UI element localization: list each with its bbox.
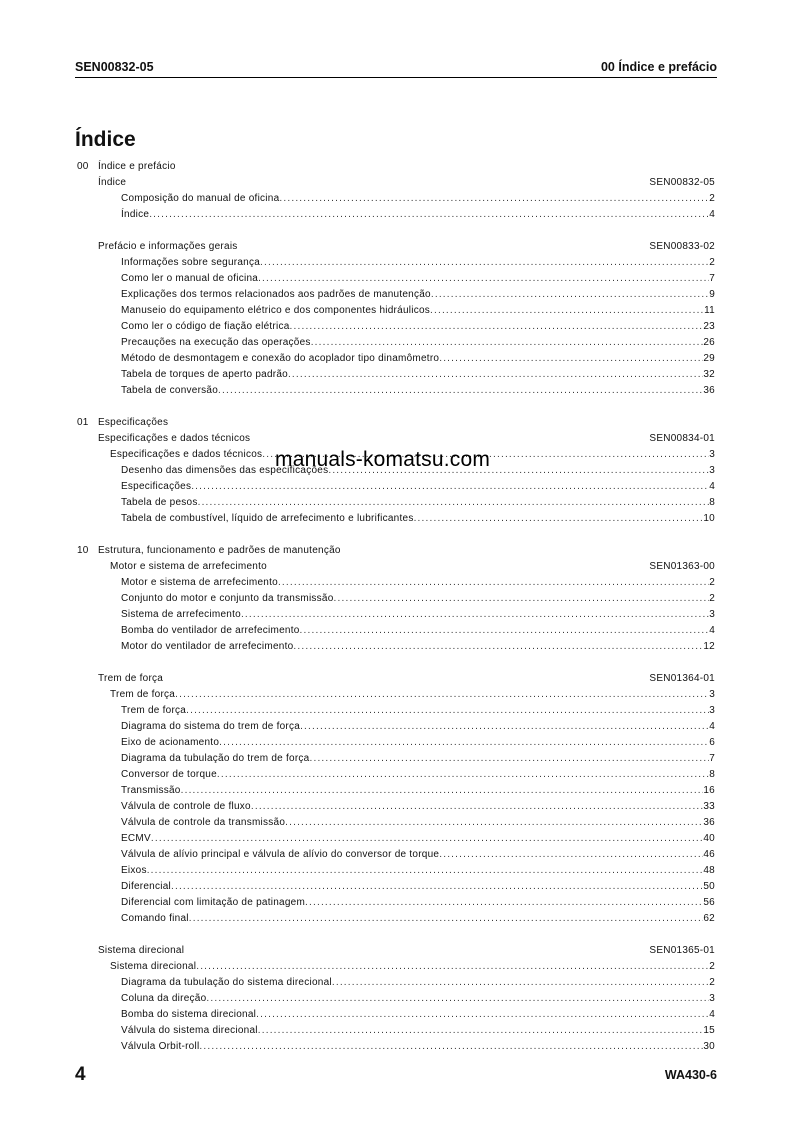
toc-entry xyxy=(0,575,794,591)
dot-leader xyxy=(439,849,703,860)
dot-leader xyxy=(171,881,703,892)
entry-title: Especificações xyxy=(121,481,192,492)
header-section-title: 00 Índice e prefácio xyxy=(600,60,717,74)
toc-entry xyxy=(110,961,715,972)
entry-title: Explicações dos termos relacionados aos padrões de manutenção xyxy=(121,289,431,300)
toc-entry xyxy=(121,1041,715,1052)
entry-page: 4 xyxy=(709,625,715,636)
entry-title: Transmissão xyxy=(121,785,181,796)
dot-leader xyxy=(279,193,709,204)
toc-entry xyxy=(0,975,794,991)
toc-entry xyxy=(121,833,715,844)
entry-title: Informações sobre segurança xyxy=(121,257,261,268)
toc-group xyxy=(0,239,794,255)
toc-entry xyxy=(0,799,794,815)
dot-leader xyxy=(256,1009,709,1020)
section-title: Índice e prefácio xyxy=(98,161,176,172)
entry-page: 3 xyxy=(709,465,715,476)
section-title: Especificações xyxy=(98,417,169,428)
entry-page: 4 xyxy=(709,481,715,492)
entry-title: Válvula de alívio principal e válvula de alívio do conversor de torque xyxy=(121,849,440,860)
entry-title: Diferencial com limitação de patinagem xyxy=(121,897,306,908)
entry-page: 4 xyxy=(709,721,715,732)
toc-entry xyxy=(121,705,715,716)
entry-title: Desenho das dimensões das especificações xyxy=(121,465,329,476)
dot-leader xyxy=(300,625,710,636)
toc-entry xyxy=(121,593,715,604)
entry-title: Método de desmontagem e conexão do acoplador tipo dinamômetro xyxy=(121,353,440,364)
entry-title: Manuseio do equipamento elétrico e dos componentes hidráulicos xyxy=(121,305,431,316)
toc-group xyxy=(0,559,794,575)
toc-entry xyxy=(0,351,794,367)
toc-spacer xyxy=(0,399,794,415)
entry-title: Especificações e dados técnicos xyxy=(110,449,263,460)
toc-entry xyxy=(0,207,794,223)
dot-leader xyxy=(310,753,710,764)
toc-group xyxy=(0,431,794,447)
toc-entry xyxy=(0,719,794,735)
watermark: manuals-komatsu.com xyxy=(275,448,491,471)
toc-entry xyxy=(121,513,715,524)
toc-entry xyxy=(0,607,794,623)
section-title: Estrutura, funcionamento e padrões de manutenção xyxy=(98,545,341,556)
page-number: 4 xyxy=(75,1064,86,1085)
toc-entry xyxy=(121,737,715,748)
entry-page: 4 xyxy=(709,209,715,220)
entry-title: Como ler o código de fiação elétrica xyxy=(121,321,290,332)
group-title: Motor e sistema de arrefecimento xyxy=(110,561,267,572)
entry-title: Tabela de pesos xyxy=(121,497,198,508)
entry-page: 56 xyxy=(703,897,715,908)
toc-entry xyxy=(121,993,715,1004)
toc-entry xyxy=(121,209,715,220)
group-doc-code: SEN00833-02 xyxy=(649,241,715,252)
entry-title: Precauções na execução das operações xyxy=(121,337,311,348)
entry-title: Coluna da direção xyxy=(121,993,207,1004)
group-title: Especificações e dados técnicos xyxy=(98,433,251,444)
group-title: Sistema direcional xyxy=(98,945,185,956)
toc-spacer xyxy=(0,223,794,239)
toc-entry xyxy=(121,865,715,876)
toc-entry xyxy=(0,847,794,863)
toc-entry xyxy=(121,769,715,780)
dot-leader xyxy=(305,897,703,908)
toc-entry xyxy=(121,609,715,620)
toc-entry xyxy=(121,337,715,348)
dot-leader xyxy=(431,289,709,300)
toc-entry xyxy=(121,849,715,860)
toc-spacer xyxy=(0,655,794,671)
toc-entry xyxy=(0,767,794,783)
dot-leader xyxy=(175,689,709,700)
toc-entry xyxy=(121,497,715,508)
entry-title: Tabela de torques de aperto padrão xyxy=(121,369,288,380)
entry-page: 4 xyxy=(709,1009,715,1020)
dot-leader xyxy=(206,993,709,1004)
toc-entry xyxy=(0,1023,794,1039)
dot-leader xyxy=(439,353,703,364)
entry-title: ECMV xyxy=(121,833,151,844)
model-code: WA430-6 xyxy=(664,1068,717,1082)
group-title: Prefácio e informações gerais xyxy=(98,241,238,252)
entry-page: 2 xyxy=(709,977,715,988)
entry-page: 32 xyxy=(703,369,715,380)
entry-title: Trem de força xyxy=(110,689,176,700)
toc-entry xyxy=(0,1007,794,1023)
toc-entry xyxy=(121,753,715,764)
entry-page: 10 xyxy=(703,513,715,524)
toc-entry xyxy=(0,1039,794,1055)
section-number: 01 xyxy=(77,417,89,428)
toc-entry xyxy=(121,801,715,812)
page-title: Índice xyxy=(75,128,136,151)
toc-section xyxy=(0,159,794,175)
entry-title: Diagrama da tubulação do trem de força xyxy=(121,753,310,764)
entry-page: 9 xyxy=(709,289,715,300)
toc-entry xyxy=(121,881,715,892)
entry-page: 16 xyxy=(703,785,715,796)
group-doc-code: SEN01363-00 xyxy=(649,561,715,572)
dot-leader xyxy=(414,513,704,524)
toc-entry xyxy=(121,577,715,588)
toc-spacer xyxy=(0,527,794,543)
entry-title: Motor e sistema de arrefecimento xyxy=(121,577,278,588)
toc-entry xyxy=(0,303,794,319)
toc-entry xyxy=(121,321,715,332)
entry-page: 8 xyxy=(709,497,715,508)
entry-page: 3 xyxy=(709,609,715,620)
dot-leader xyxy=(189,913,704,924)
toc-entry xyxy=(0,911,794,927)
entry-page: 2 xyxy=(709,577,715,588)
entry-title: Índice xyxy=(121,209,150,220)
entry-title: Motor do ventilador de arrefecimento xyxy=(121,641,294,652)
entry-title: Comando final xyxy=(121,913,189,924)
section-number: 10 xyxy=(77,545,89,556)
toc-entry xyxy=(121,305,715,316)
toc-entry xyxy=(121,481,715,492)
table-of-contents xyxy=(0,159,794,1055)
toc-group xyxy=(0,943,794,959)
dot-leader xyxy=(290,321,704,332)
toc-entry xyxy=(0,479,794,495)
group-doc-code: SEN00832-05 xyxy=(649,177,715,188)
toc-entry xyxy=(0,287,794,303)
toc-entry xyxy=(0,991,794,1007)
dot-leader xyxy=(293,641,703,652)
entry-title: Diferencial xyxy=(121,881,171,892)
entry-title: Sistema direcional xyxy=(110,961,197,972)
toc-spacer xyxy=(0,927,794,943)
toc-entry xyxy=(0,255,794,271)
dot-leader xyxy=(186,705,709,716)
toc-entry xyxy=(0,495,794,511)
toc-entry xyxy=(121,289,715,300)
entry-page: 46 xyxy=(703,849,715,860)
entry-page: 3 xyxy=(709,705,715,716)
toc-section xyxy=(0,415,794,431)
entry-page: 3 xyxy=(709,689,715,700)
dot-leader xyxy=(260,257,709,268)
entry-page: 2 xyxy=(709,961,715,972)
toc-entry xyxy=(0,863,794,879)
toc-entry xyxy=(121,1009,715,1020)
dot-leader xyxy=(199,1041,703,1052)
entry-page: 33 xyxy=(703,801,715,812)
group-doc-code: SEN00834-01 xyxy=(649,433,715,444)
entry-page: 7 xyxy=(709,273,715,284)
toc-entry xyxy=(0,191,794,207)
group-doc-code: SEN01365-01 xyxy=(649,945,715,956)
toc-group xyxy=(0,671,794,687)
toc-entry xyxy=(0,271,794,287)
toc-entry xyxy=(0,879,794,895)
toc-entry xyxy=(121,193,715,204)
dot-leader xyxy=(285,817,703,828)
toc-entry xyxy=(121,897,715,908)
dot-leader xyxy=(217,769,709,780)
dot-leader xyxy=(191,481,709,492)
toc-entry xyxy=(121,817,715,828)
toc-entry xyxy=(0,591,794,607)
toc-entry xyxy=(121,369,715,380)
toc-section xyxy=(0,543,794,559)
group-title: Índice xyxy=(98,177,127,188)
dot-leader xyxy=(258,273,709,284)
toc-entry xyxy=(121,385,715,396)
toc-entry xyxy=(110,689,715,700)
entry-page: 15 xyxy=(703,1025,715,1036)
dot-leader xyxy=(278,577,709,588)
toc-entry xyxy=(0,959,794,975)
entry-title: Válvula de controle de fluxo xyxy=(121,801,251,812)
toc-entry xyxy=(0,751,794,767)
group-title: Trem de força xyxy=(98,673,164,684)
entry-page: 50 xyxy=(703,881,715,892)
toc-entry xyxy=(121,977,715,988)
entry-page: 40 xyxy=(703,833,715,844)
toc-entry xyxy=(0,703,794,719)
entry-title: Válvula de controle da transmissão xyxy=(121,817,286,828)
entry-page: 62 xyxy=(703,913,715,924)
dot-leader xyxy=(151,833,703,844)
toc-entry xyxy=(121,1025,715,1036)
entry-page: 12 xyxy=(703,641,715,652)
entry-title: Diagrama da tubulação do sistema direcional xyxy=(121,977,332,988)
entry-title: Tabela de combustível, líquido de arrefecimento e lubrificantes xyxy=(121,513,414,524)
dot-leader xyxy=(251,801,704,812)
entry-page: 2 xyxy=(709,193,715,204)
dot-leader xyxy=(219,737,709,748)
dot-leader xyxy=(196,961,709,972)
toc-entry xyxy=(0,687,794,703)
toc-entry xyxy=(121,785,715,796)
section-number: 00 xyxy=(77,161,89,172)
entry-page: 2 xyxy=(709,593,715,604)
header-rule xyxy=(75,77,717,78)
dot-leader xyxy=(334,593,710,604)
entry-page: 6 xyxy=(709,737,715,748)
entry-page: 30 xyxy=(703,1041,715,1052)
entry-page: 48 xyxy=(703,865,715,876)
toc-entry xyxy=(121,641,715,652)
toc-entry xyxy=(121,913,715,924)
dot-leader xyxy=(311,337,704,348)
entry-page: 29 xyxy=(703,353,715,364)
toc-group xyxy=(0,175,794,191)
toc-entry xyxy=(0,639,794,655)
entry-title: Válvula Orbit-roll xyxy=(121,1041,200,1052)
dot-leader xyxy=(241,609,709,620)
entry-page: 3 xyxy=(709,449,715,460)
toc-entry xyxy=(0,335,794,351)
entry-title: Bomba do sistema direcional xyxy=(121,1009,257,1020)
entry-title: Eixo de acionamento xyxy=(121,737,220,748)
header-doc-code: SEN00832-05 xyxy=(75,60,154,74)
entry-title: Tabela de conversão xyxy=(121,385,219,396)
toc-entry xyxy=(0,831,794,847)
dot-leader xyxy=(300,721,709,732)
entry-title: Diagrama do sistema do trem de força xyxy=(121,721,301,732)
dot-leader xyxy=(288,369,703,380)
toc-entry xyxy=(0,815,794,831)
entry-page: 7 xyxy=(709,753,715,764)
entry-title: Composição do manual de oficina xyxy=(121,193,280,204)
dot-leader xyxy=(258,1025,704,1036)
group-doc-code: SEN01364-01 xyxy=(649,673,715,684)
toc-entry xyxy=(0,783,794,799)
entry-page: 26 xyxy=(703,337,715,348)
entry-title: Válvula do sistema direcional xyxy=(121,1025,258,1036)
toc-entry xyxy=(0,367,794,383)
toc-entry xyxy=(121,273,715,284)
toc-entry xyxy=(121,721,715,732)
dot-leader xyxy=(149,209,709,220)
entry-page: 3 xyxy=(709,993,715,1004)
entry-title: Eixos xyxy=(121,865,147,876)
entry-page: 36 xyxy=(703,817,715,828)
entry-title: Conversor de torque xyxy=(121,769,217,780)
entry-title: Bomba do ventilador de arrefecimento xyxy=(121,625,300,636)
entry-title: Sistema de arrefecimento xyxy=(121,609,241,620)
toc-entry xyxy=(121,353,715,364)
dot-leader xyxy=(218,385,703,396)
toc-entry xyxy=(121,257,715,268)
toc-entry xyxy=(121,625,715,636)
entry-page: 2 xyxy=(709,257,715,268)
entry-title: Trem de força xyxy=(121,705,187,716)
dot-leader xyxy=(147,865,704,876)
toc-entry xyxy=(0,511,794,527)
dot-leader xyxy=(332,977,709,988)
dot-leader xyxy=(181,785,704,796)
entry-page: 23 xyxy=(703,321,715,332)
toc-entry xyxy=(0,623,794,639)
entry-page: 8 xyxy=(709,769,715,780)
toc-entry xyxy=(0,319,794,335)
entry-title: Conjunto do motor e conjunto da transmissão xyxy=(121,593,334,604)
toc-entry xyxy=(0,383,794,399)
dot-leader xyxy=(198,497,710,508)
entry-page: 36 xyxy=(703,385,715,396)
dot-leader xyxy=(430,305,704,316)
toc-entry xyxy=(0,895,794,911)
entry-page: 11 xyxy=(704,305,715,316)
entry-title: Como ler o manual de oficina xyxy=(121,273,259,284)
toc-entry xyxy=(0,735,794,751)
